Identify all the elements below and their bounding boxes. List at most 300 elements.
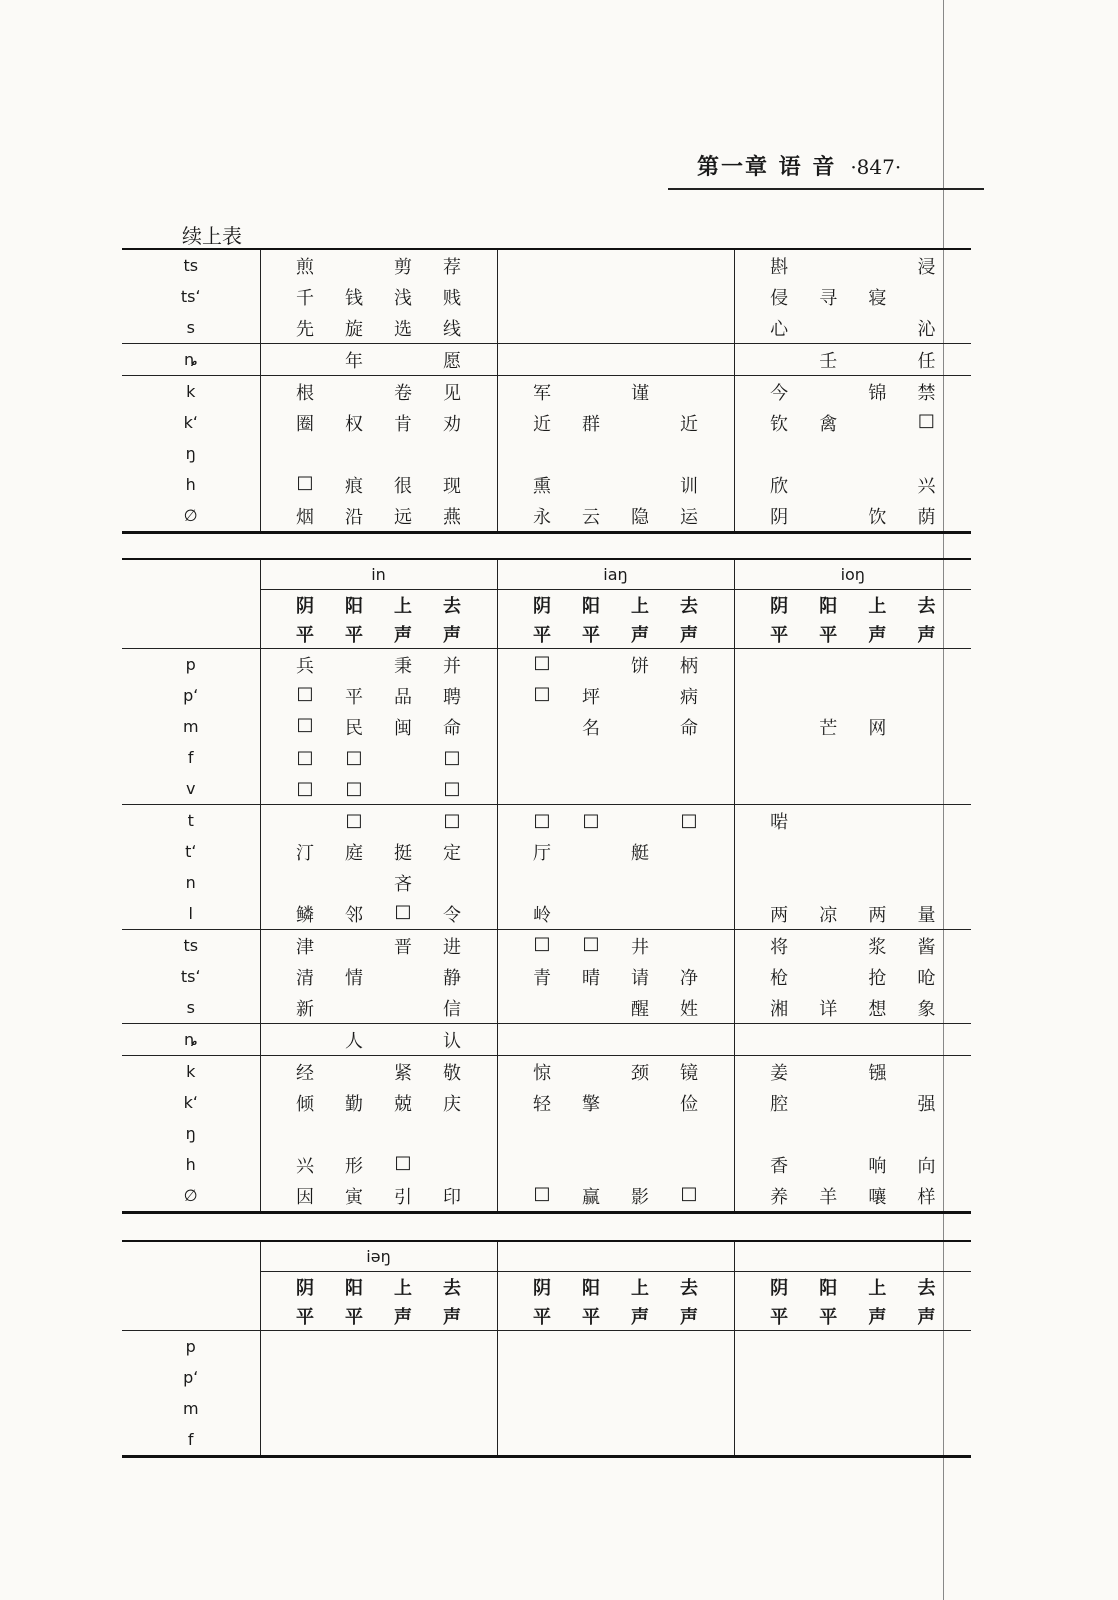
syllable-cell: 名 [582, 717, 600, 739]
syllable-cell: 阳 [345, 1277, 363, 1299]
rhyme-block-a [260, 376, 497, 408]
tone-labels [260, 1272, 497, 1302]
rhyme-block-a [260, 469, 497, 500]
syllable-cell: □ [296, 713, 314, 735]
syllable-cell: □ [296, 682, 314, 704]
syllable-cell: 隐 [631, 506, 649, 528]
syllable-cell: 浅 [394, 287, 412, 309]
syllable-cell: □ [680, 1182, 698, 1204]
syllable-cell: 凉 [819, 904, 838, 926]
syllable-cell: 将 [770, 936, 789, 958]
syllable-cell-group [261, 253, 497, 279]
syllable-cell [914, 284, 938, 310]
syllable-cell: 并 [443, 655, 461, 677]
syllable-cell: 引 [394, 1186, 412, 1208]
syllable-table-1 [122, 248, 971, 534]
rhyme-block-a [260, 1424, 497, 1457]
syllable-cell: 浸 [917, 256, 936, 278]
syllable-cell-group [735, 315, 972, 341]
syllable-cell: 任 [917, 350, 936, 372]
rhyme-block-c [734, 1056, 971, 1088]
initial-consonant: s [186, 318, 195, 337]
table-row [122, 930, 971, 962]
rhyme-block-b [497, 376, 734, 408]
syllable-cell: 镜 [680, 1062, 698, 1084]
syllable-cell [342, 253, 366, 279]
table-row [122, 773, 971, 805]
syllable-cell [440, 870, 464, 896]
syllable-cell-group [735, 1303, 972, 1329]
syllable-cell: 斟 [770, 256, 789, 278]
syllable-cell: 民 [345, 717, 363, 739]
syllable-cell: 上 [394, 1277, 412, 1299]
rhyme-block-c [734, 742, 971, 773]
syllable-cell: 平 [770, 1306, 789, 1328]
syllable-cell: 去 [680, 1277, 698, 1299]
syllable-cell: 肯 [394, 413, 412, 435]
syllable-cell: 兢 [394, 1093, 412, 1115]
tone-labels [260, 590, 497, 620]
syllable-cell: 颈 [631, 1062, 649, 1084]
syllable-cell: 圈 [296, 413, 314, 435]
syllable-cell-group [261, 995, 497, 1021]
syllable-cell: 详 [819, 998, 838, 1020]
rhyme-block-c [734, 680, 971, 711]
syllable-cell: 声 [917, 624, 936, 646]
syllable-cell [579, 472, 603, 498]
initial-consonant: pʻ [183, 686, 199, 705]
initial-consonant: tʻ [185, 842, 197, 861]
table-row [122, 1149, 971, 1180]
table-row [122, 438, 971, 469]
rhyme-block-b [497, 1180, 734, 1213]
syllable-cell: 贱 [443, 287, 461, 309]
initial-consonant: tsʻ [180, 967, 201, 986]
syllable-cell: □ [296, 747, 314, 768]
syllable-cell: 平 [345, 686, 363, 708]
syllable-cell: 养 [770, 1186, 789, 1208]
syllable-cell [767, 714, 791, 740]
syllable-cell-group [498, 714, 734, 740]
syllable-cell: 认 [443, 1030, 461, 1052]
syllable-cell: 很 [394, 475, 412, 497]
syllable-cell: 今 [770, 382, 789, 404]
rhyme-block-c [734, 407, 971, 438]
continuation-label: 续上表 [182, 224, 242, 248]
syllable-cell [391, 995, 415, 1021]
syllable-cell: 权 [345, 413, 363, 435]
syllable-cell: 熏 [533, 475, 551, 497]
syllable-cell: □ [443, 747, 461, 768]
syllable-cell: 情 [345, 967, 363, 989]
syllable-cell [677, 933, 701, 959]
header-corner [122, 619, 260, 649]
syllable-cell: 枪 [770, 967, 789, 989]
syllable-cell: 定 [443, 842, 461, 864]
rhyme-block-a [260, 836, 497, 867]
syllable-cell [816, 503, 840, 529]
syllable-cell: 线 [443, 318, 461, 340]
syllable-cell: 酱 [917, 936, 936, 958]
syllable-cell: 去 [443, 1277, 461, 1299]
syllable-cell-group [735, 1274, 972, 1300]
syllable-cell: 谨 [631, 382, 649, 404]
rhyme-block-a [260, 992, 497, 1024]
syllable-cell: □ [296, 471, 314, 493]
syllable-cell: 庭 [345, 842, 363, 864]
rhyme-block-b [497, 1056, 734, 1088]
syllable-cell-group [735, 592, 972, 618]
syllable-cell: 湘 [770, 998, 789, 1020]
syllable-cell [293, 1027, 317, 1053]
syllable-cell: 阴 [533, 1277, 551, 1299]
syllable-cell: 煎 [296, 256, 314, 278]
syllable-cell [579, 901, 603, 927]
syllable-cell: 晴 [582, 967, 600, 989]
syllable-cell: 平 [296, 624, 314, 646]
rhyme-block-b [497, 344, 734, 376]
syllable-cell: 聘 [443, 686, 461, 708]
header-corner [122, 1272, 260, 1302]
syllable-cell-group [498, 933, 734, 959]
syllable-cell: 沿 [345, 506, 363, 528]
syllable-cell: 挺 [394, 842, 412, 864]
syllable-cell: 邻 [345, 904, 363, 926]
syllable-cell: 平 [345, 1306, 363, 1328]
rhyme-block-b [497, 249, 734, 281]
rhyme-block-c [734, 1331, 971, 1363]
syllable-cell: 俭 [680, 1093, 698, 1115]
rhyme-block-a [260, 961, 497, 992]
syllable-cell-group [261, 778, 497, 799]
syllable-cell [530, 714, 554, 740]
table-row [122, 867, 971, 898]
rhyme-label: in [260, 559, 497, 590]
syllable-cell: 上 [394, 595, 412, 617]
syllable-cell: 形 [345, 1155, 363, 1177]
tone-label-row [122, 1272, 971, 1302]
syllable-cell: 命 [680, 717, 698, 739]
syllable-cell: 姓 [680, 998, 698, 1020]
syllable-cell: 云 [582, 506, 600, 528]
rhyme-block-c [734, 930, 971, 962]
syllable-cell: 轻 [533, 1093, 551, 1115]
table-row [122, 680, 971, 711]
syllable-cell-group [735, 901, 972, 927]
initial-consonant: p [185, 1337, 196, 1356]
syllable-cell [628, 683, 652, 709]
syllable-cell-group [498, 810, 734, 831]
table-row [122, 836, 971, 867]
syllable-cell-group [261, 410, 497, 436]
syllable-cell: 静 [443, 967, 461, 989]
syllable-cell: 鳞 [296, 904, 314, 926]
rhyme-block-a [260, 742, 497, 773]
table-row [122, 312, 971, 344]
syllable-cell: 进 [443, 936, 461, 958]
syllable-cell-group [498, 964, 734, 990]
syllable-cell-group [735, 964, 972, 990]
syllable-cell: 晋 [394, 936, 412, 958]
syllable-cell: 醒 [631, 998, 649, 1020]
syllable-cell [342, 1059, 366, 1085]
syllable-cell-group [735, 1090, 972, 1116]
syllable-cell [628, 810, 652, 831]
syllable-cell-group [498, 652, 734, 678]
syllable-cell [816, 379, 840, 405]
rhyme-block-c [734, 1424, 971, 1457]
syllable-cell: 阳 [582, 595, 600, 617]
tone-labels [497, 1272, 734, 1302]
syllable-cell: 津 [296, 936, 314, 958]
syllable-cell [342, 995, 366, 1021]
syllable-cell: 平 [296, 1306, 314, 1328]
rhyme-block-c [734, 1087, 971, 1118]
rhyme-block-c [734, 898, 971, 930]
syllable-cell [579, 652, 603, 678]
rhyme-block-c [734, 1149, 971, 1180]
syllable-cell-group [735, 410, 972, 436]
syllable-cell: 沁 [917, 318, 936, 340]
syllable-cell-group [498, 1090, 734, 1116]
syllable-cell [342, 933, 366, 959]
syllable-cell-group [261, 747, 497, 768]
syllable-cell: 上 [631, 595, 649, 617]
syllable-cell: 钦 [770, 413, 789, 435]
rhyme-block-c [734, 1024, 971, 1056]
syllable-cell [628, 1090, 652, 1116]
syllable-cell: 寝 [868, 287, 887, 309]
syllable-cell-group [735, 284, 972, 310]
syllable-cell [677, 901, 701, 927]
syllable-cell [767, 347, 791, 373]
syllable-cell: 呛 [917, 967, 936, 989]
syllable-cell: 旋 [345, 318, 363, 340]
syllable-cell: 群 [582, 413, 600, 435]
syllable-cell: 声 [443, 1306, 461, 1328]
rhyme-block-b [497, 992, 734, 1024]
syllable-cell [816, 1090, 840, 1116]
syllable-cell [816, 933, 840, 959]
rhyme-block-c [734, 249, 971, 281]
rhyme-block-c [734, 1180, 971, 1213]
table-row [122, 992, 971, 1024]
syllable-cell: 紧 [394, 1062, 412, 1084]
syllable-cell: 欣 [770, 475, 789, 497]
rhyme-block-c [734, 711, 971, 742]
syllable-cell: 勤 [345, 1093, 363, 1115]
syllable-cell: 腔 [770, 1093, 789, 1115]
syllable-cell: 阳 [819, 1277, 838, 1299]
syllable-cell-group [261, 933, 497, 959]
initial-consonant: f [122, 1424, 260, 1457]
syllable-cell: 赢 [582, 1186, 600, 1208]
syllable-cell: 擎 [582, 1093, 600, 1115]
initial-consonant: m [182, 1399, 199, 1418]
syllable-cell-group [261, 652, 497, 678]
syllable-cell [628, 410, 652, 436]
syllable-cell: 饮 [868, 506, 887, 528]
rhyme-block-b [497, 500, 734, 533]
table-row [122, 344, 971, 376]
syllable-cell-group [498, 592, 734, 618]
syllable-cell [440, 1152, 464, 1178]
syllable-cell-group [735, 503, 972, 529]
syllable-cell: □ [533, 932, 551, 954]
syllable-cell [865, 347, 889, 373]
syllable-cell-group [498, 410, 734, 436]
syllable-cell: 庆 [443, 1093, 461, 1115]
syllable-cell: 平 [345, 624, 363, 646]
syllable-cell-group [261, 1274, 497, 1300]
tone-labels [497, 619, 734, 649]
syllable-cell: 想 [868, 998, 887, 1020]
syllable-cell [914, 1059, 938, 1085]
rhyme-block-a [260, 500, 497, 533]
syllable-cell: 心 [770, 318, 789, 340]
syllable-cell: 网 [868, 717, 887, 739]
rhyme-block-c [734, 438, 971, 469]
syllable-cell [816, 472, 840, 498]
rhyme-label: iəŋ [260, 1241, 497, 1272]
syllable-cell: 平 [582, 1306, 600, 1328]
syllable-cell: 剪 [394, 256, 412, 278]
table-row [122, 1393, 971, 1424]
rhyme-block-a [260, 281, 497, 312]
syllable-cell: 秉 [394, 655, 412, 677]
syllable-cell: 先 [296, 318, 314, 340]
syllable-cell [628, 714, 652, 740]
syllable-cell-group [261, 284, 497, 310]
syllable-cell-group [498, 503, 734, 529]
rhyme-block-c [734, 1393, 971, 1424]
rhyme-block-c [734, 344, 971, 376]
syllable-cell: 象 [917, 998, 936, 1020]
syllable-cell [865, 472, 889, 498]
initial-consonant: ts [122, 249, 260, 281]
rhyme-block-c [734, 773, 971, 805]
tone-labels [260, 619, 497, 649]
syllable-cell: 去 [680, 595, 698, 617]
table-row [122, 500, 971, 533]
syllable-cell: 汀 [296, 842, 314, 864]
syllable-cell-group [735, 621, 972, 647]
syllable-cell: 声 [680, 1306, 698, 1328]
syllable-cell: 阴 [296, 1277, 314, 1299]
syllable-cell [391, 747, 415, 768]
syllable-cell [579, 379, 603, 405]
syllable-cell [579, 995, 603, 1021]
syllable-cell: 净 [680, 967, 698, 989]
initial-consonant: kʻ [183, 413, 198, 432]
rhyme-header-row [122, 559, 971, 590]
rhyme-block-b [497, 773, 734, 805]
syllable-cell: 清 [296, 967, 314, 989]
syllable-cell: 艇 [631, 842, 649, 864]
syllable-cell: □ [345, 810, 363, 831]
syllable-cell [391, 347, 415, 373]
rhyme-block-b [497, 1362, 734, 1393]
syllable-cell: 柄 [680, 655, 698, 677]
syllable-cell: 平 [819, 624, 838, 646]
syllable-cell: 浆 [868, 936, 887, 958]
tone-labels [734, 619, 971, 649]
header-rule [668, 188, 984, 190]
rhyme-block-a [260, 680, 497, 711]
syllable-cell: 兴 [917, 475, 936, 497]
rhyme-block-c [734, 649, 971, 681]
syllable-cell: 闽 [394, 717, 412, 739]
syllable-cell: 见 [443, 382, 461, 404]
syllable-cell: 平 [582, 624, 600, 646]
syllable-cell: 兵 [296, 655, 314, 677]
syllable-cell: 惊 [533, 1062, 551, 1084]
initial-consonant: m [182, 717, 199, 736]
syllable-cell-group [261, 315, 497, 341]
syllable-cell-group [498, 472, 734, 498]
rhyme-block-b [497, 1331, 734, 1363]
syllable-cell: 芒 [819, 717, 838, 739]
syllable-cell [865, 410, 889, 436]
syllable-cell: 去 [443, 595, 461, 617]
tone-labels [497, 590, 734, 620]
syllable-cell [865, 315, 889, 341]
syllable-cell: 新 [296, 998, 314, 1020]
syllable-cell-group [735, 995, 972, 1021]
header-corner [122, 590, 260, 620]
syllable-cell: □ [394, 900, 412, 922]
syllable-cell: 信 [443, 998, 461, 1020]
syllable-cell [530, 995, 554, 1021]
rhyme-block-a [260, 1024, 497, 1056]
rhyme-block-c [734, 805, 971, 837]
syllable-cell: 运 [680, 506, 698, 528]
syllable-cell: 阴 [770, 595, 789, 617]
table-row [122, 1056, 971, 1088]
syllable-cell: □ [533, 810, 551, 831]
syllable-cell: 军 [533, 382, 551, 404]
tone-labels [734, 590, 971, 620]
syllable-cell: 壬 [819, 350, 838, 372]
syllable-cell: 阳 [345, 595, 363, 617]
syllable-cell: 燕 [443, 506, 461, 528]
syllable-cell-group [735, 1059, 972, 1085]
syllable-cell: 样 [917, 1186, 936, 1208]
syllable-cell: 声 [443, 624, 461, 646]
syllable-cell-group [261, 810, 497, 831]
syllable-cell: 声 [680, 624, 698, 646]
syllable-cell: □ [582, 932, 600, 954]
tone-label-row [122, 1301, 971, 1331]
syllable-cell: 烟 [296, 506, 314, 528]
syllable-cell: 根 [296, 382, 314, 404]
syllable-cell: □ [917, 409, 935, 431]
syllable-cell [342, 870, 366, 896]
initial-consonant: k [122, 376, 260, 408]
syllable-cell-group [735, 714, 972, 740]
rhyme-block-a [260, 711, 497, 742]
rhyme-block-a [260, 312, 497, 344]
syllable-cell [293, 347, 317, 373]
syllable-cell: 劝 [443, 413, 461, 435]
syllable-cell: 阴 [296, 595, 314, 617]
syllable-cell-group [261, 1027, 497, 1053]
syllable-cell: 平 [533, 1306, 551, 1328]
syllable-cell: 因 [296, 1186, 314, 1208]
syllable-cell: 香 [770, 1155, 789, 1177]
rhyme-block-a [260, 649, 497, 681]
syllable-cell: 锦 [868, 382, 887, 404]
